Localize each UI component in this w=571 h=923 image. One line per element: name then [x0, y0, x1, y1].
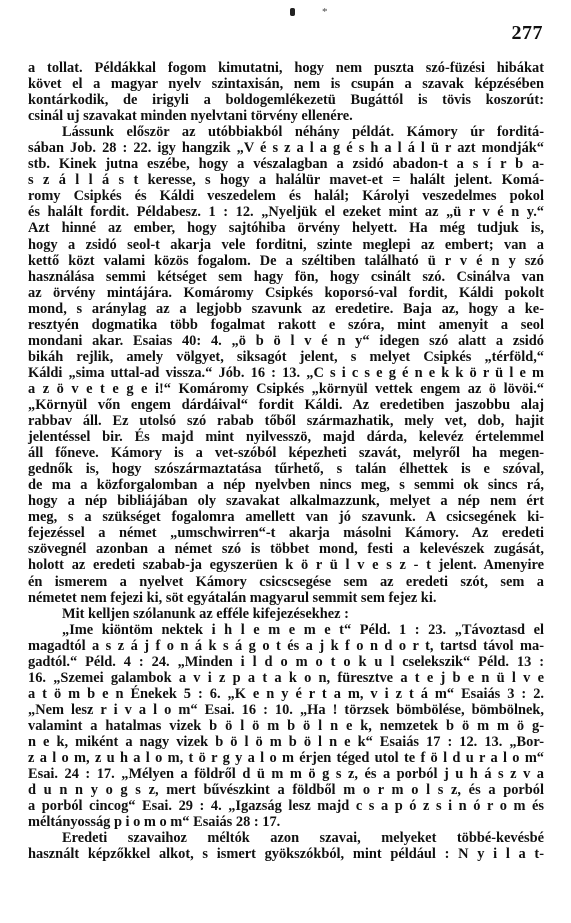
text-line: Káldi „sima uttal-ad vissza.“ Jób. 16 : 13. „C s i c s e g é n e k k ö r ü l e m [28, 364, 544, 381]
text-line: „Nem lesz r i v a l o m“ Esai. 16 : 10. „Ha ! törzsek bömbölése, bömbölnek, [28, 701, 544, 718]
text-line: a tollat. Példákkal fogom kimutatni, hogy nem puszta szó-füzési hibákat [28, 60, 544, 76]
text-line: kettő közt valami közös fogalom. De a széltiben található ü r v é n y szó [28, 252, 544, 269]
text-line: a z ö v e t e g e i!“ Komáromy Csipkés „környül vettek engem az ö lövöi.“ [28, 380, 544, 397]
text-line: Lássunk először az utóbbiakból néhány példát. Kámory úr forditá- [62, 124, 544, 141]
text-line: hogy a zsidó seol-t akarja vele forditni, szinte meglepi az embert; van a [28, 236, 544, 253]
text-line: csinál uj szavakat minden nyelvtani törvény ellenére. [28, 108, 353, 125]
text-line: a t ö m b e n Énekek 5 : 6. „K e n y é r t a m, v i z t á m“ Esaiás 3 : 2. [28, 685, 544, 702]
text-line: sában Job. 28 : 22. igy hangzik „V é s z a l a g é s h a l á l ü r azt mondják“ [28, 140, 544, 157]
text-line: romy Csipkés és Káldi veszedelem és halál; Károlyi veszedelmes pokol [28, 188, 544, 205]
text-line: 16. „Szemei galambok a v i z p a t a k o n, füresztve a t e j b e n ü l v e [28, 669, 544, 686]
text-line: rabbav áll. Ez utolsó szó rabab tőből származhatik, mely vet, dob, hajit [28, 413, 544, 430]
text-line: stb. Kinek jutna eszébe, hogy a vészalagban a zsidó abadon-t a s í r b a- [28, 156, 544, 173]
text-line: „Környül vőn engem dárdáival“ fordit Káldi. Az eredetiben jaszobbu alaj [28, 396, 544, 413]
text-line: áll főneve. Kámory is a vet-szóból képezheti szavát, melyről ha megen- [28, 445, 544, 462]
text-line: méltányosság p i o m o m“ Esaiás 28 : 17. [28, 814, 281, 831]
text-line: magadtól a s z á j f o n á k s á g o t és a j k f o n d o r t, tartsd távol ma- [28, 637, 544, 654]
text-line: resztyén dogmatika több fogalmat rakott e szóra, mint amenyit a seol [28, 316, 544, 333]
text-line: követ el a magyar nyelv szintaxisán, nem is csupán a szavak képzésében [28, 76, 544, 93]
text-line: Eredeti szavaihoz méltók azon szavai, melyeket többé-kevésbé [62, 830, 544, 847]
text-line: de ma a közforgalomban a nép nyelvben nincs meg, s semmi ok sincs rá, [28, 477, 544, 494]
text-line: mond, s aránylag az a legjobb szavunk az eredetire. Baja az, hogy a ke- [28, 300, 544, 317]
text-line: n e k, miként a nagy vizek b ö l ö m b ö l n e k“ Esaiás 17 : 12. 13. „Bor- [28, 733, 544, 750]
text-line: én ismerem a nyelvet Kámory csicscsegése sem az eredeti szót, sem a [28, 573, 544, 590]
text-line: s z á l l á s t keresse, s hogy a halálür mavet-et = halált jelent. Komá- [28, 172, 544, 189]
text-line: Esai. 24 : 17. „Mélyen a földről d ü m m ö g s z, és a porból j u h á s z v a [28, 766, 544, 783]
text-line: németet nem fejezi ki, söt egyátalán magyarul semmit sem fejez ki. [28, 589, 437, 606]
text-line: fejezéssel a német „umschwirren“-t akarja másolni Kámory. Az eredeti [28, 525, 544, 542]
text-line: használt képzőkkel alkot, s ismert gyökszókból, mint például : N y i l a t- [28, 846, 544, 863]
text-line: szövegnél azonban a német szó is többet mond, festi a kelevészek zugását, [28, 541, 544, 558]
text-line: d u n n y o g s z, mert bűvészkint a földből m o r m o l s z, és a porból [28, 782, 544, 799]
text-line: Mit kelljen szólanunk az efféle kifejezésekhez : [62, 605, 349, 622]
text-line: valamint a hatalmas vizek b ö l ö m b ö l n e k, nemzetek b ö m m ö g- [28, 717, 544, 734]
text-line: a porból cincog“ Esai. 29 : 4. „Igazság lesz majd c s a p ó z s i n ó r o m és [28, 798, 544, 815]
text-line: meg, s a szükséget fogalomra amellett van jó szavunk. A csicsegének ki- [28, 509, 544, 526]
text-line: Azt hinné az ember, hogy sajtóhiba örvény helyett. Ha még tudjuk is, [28, 220, 544, 237]
ink-mark [290, 8, 295, 16]
text-line: „Ime kiöntöm nektek i h l e m e m e t“ Péld. 1 : 23. „Távoztasd el [62, 621, 544, 638]
text-line: gadtól.“ Péld. 4 : 24. „Minden i l d o m o t o k u l cselekszik“ Péld. 13 : [28, 653, 544, 670]
text-line: holott az eredeti szabab-ja egyszerüen k ö r ü l v e s z - t jelent. Amenyire [28, 557, 544, 574]
text-line: az örvény mintájára. Komáromy Csipkés koporsó-val fordit, Káldi pokolt [28, 284, 544, 301]
text-line: hogy a nép bibliájában oly szavakat alkalmazzunk, melyet a nép nem ért [28, 493, 544, 510]
text-line: és halált fordit. Példabesz. 1 : 12. „Nyeljük el ezeket mint az „ü r v é n y.“ [28, 204, 544, 221]
text-line: használása semmi kétséget sem hagy fön, hogy csinált szó. Csinálva van [28, 268, 544, 285]
top-tick: * [322, 6, 328, 18]
text-line: kontárkodik, de irigyli a boldogemlékezetü Bugáttól is tövis koszorút: [28, 92, 544, 109]
text-line: bikáh rejlik, amely völgyet, siksagót jelent, s melyet Csipkés „térföld,“ [28, 348, 544, 365]
body-text [28, 60, 544, 862]
page-number: 277 [511, 22, 543, 44]
text-line: gednők is, hogy szószármaztatása tűrhető, s talán élhettek is e szóval, [28, 461, 544, 478]
text-line: jelentéssel bir. És majd mint nyilvesszö, majd dárda, kelevéz értelemmel [28, 429, 544, 446]
text-line: z a l o m, z u h a l o m, t ö r g y a l o m érjen téged utol te f ö l d u r a l o m“ [28, 750, 544, 767]
text-line: mondani akar. Esaias 40: 4. „ö b ö l v é n y“ idegen szó alatt a zsidó [28, 332, 544, 349]
